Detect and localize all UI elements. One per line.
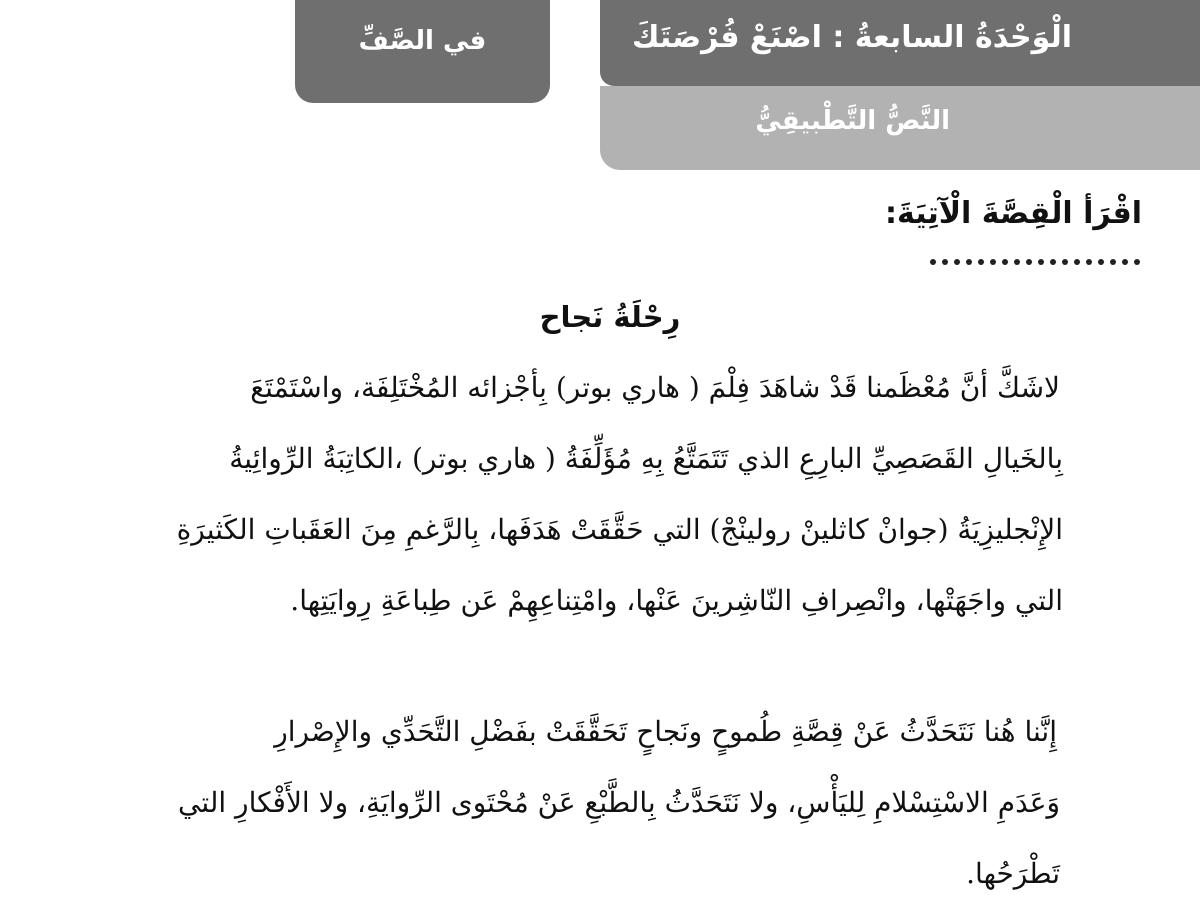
unit-title: الْوَحْدَةُ السابعةُ : اصْنَعْ فُرْصَتَكَ <box>631 20 1072 55</box>
divider-dot <box>1002 259 1008 265</box>
unit-header <box>600 0 1200 170</box>
paragraph-line: الإِنْجليزِيَةُ (جوانْ كاثلينْ رولينْجْ) التي حَقَّقَتْ هَدَفَها، بِالرَّغمِ مِنَ العَقَباتِ الكَثيرَةِ <box>176 513 1063 546</box>
divider-dot <box>1026 259 1032 265</box>
paragraph-line: إِنَّنا هُنا نَتَحَدَّثُ عَنْ قِصَّةِ طُموحٍ ونَجاحٍ تَحَقَّقَتْ بفَضْلِ التَّحَدِّي والإِصْرارِ <box>274 715 1057 748</box>
in-class-label: في الصَّفِّ <box>358 26 487 56</box>
paragraph-line: وَعَدَمِ الاسْتِسْلامِ لِليَأْسِ، ولا نَتَحَدَّثُ بِالطَّبْعِ عَنْ مُحْتَوى الرِّوايَةِ، ولا الأَفْكارِ التي <box>178 786 1060 819</box>
divider-dot <box>1098 259 1104 265</box>
unit-title-bar <box>600 0 1200 86</box>
divider-dot <box>990 259 996 265</box>
paragraph-line: لاشَكَّ أنَّ مُعْظَمنا قَدْ شاهَدَ فِلْمَ ( هاري بوتر) بِأجْزائه المُخْتَلِفَة، واسْتَمْتَعَ <box>250 371 1060 404</box>
divider-dot <box>1062 259 1068 265</box>
reading-instruction: اقْرَأ الْقِصَّةَ الْآتِيَةَ: <box>885 196 1142 231</box>
divider-dot <box>1086 259 1092 265</box>
in-class-tab <box>295 0 550 103</box>
divider-dot <box>942 259 948 265</box>
divider-dot <box>1038 259 1044 265</box>
story-title: رِحْلَةُ نَجاح <box>539 300 681 334</box>
unit-subtitle-bar <box>600 86 1200 170</box>
paragraph-line: بِالخَيالِ القَصَصِيِّ البارِعِ الذي تَتَمَتَّعُ بِهِ مُؤَلِّفَةُ ( هاري بوتر) ،الكاتِبَةُ الرِّوائِيةُ <box>229 442 1063 475</box>
divider-dot <box>1110 259 1116 265</box>
paragraph-line: التي واجَهَتْها، وانْصِرافِ النّاشِرينَ عَنْها، وامْتِناعِهِمْ عَن طِباعَةِ رِوايَتِها. <box>290 584 1063 617</box>
divider-dot <box>954 259 960 265</box>
divider-dot <box>1134 259 1140 265</box>
divider-dot <box>1014 259 1020 265</box>
divider-dot <box>1074 259 1080 265</box>
unit-subtitle: النَّصُّ التَّطْبيقِيُّ <box>755 106 950 136</box>
divider-dot <box>1050 259 1056 265</box>
story-paragraph-1 <box>28 352 1150 636</box>
divider-dot <box>978 259 984 265</box>
divider-dot <box>930 259 936 265</box>
divider-dot <box>966 259 972 265</box>
paragraph-line: تَطْرَحُها. <box>966 857 1060 890</box>
dotted-divider <box>930 259 1140 265</box>
story-paragraph-2 <box>28 696 1150 900</box>
divider-dot <box>1122 259 1128 265</box>
